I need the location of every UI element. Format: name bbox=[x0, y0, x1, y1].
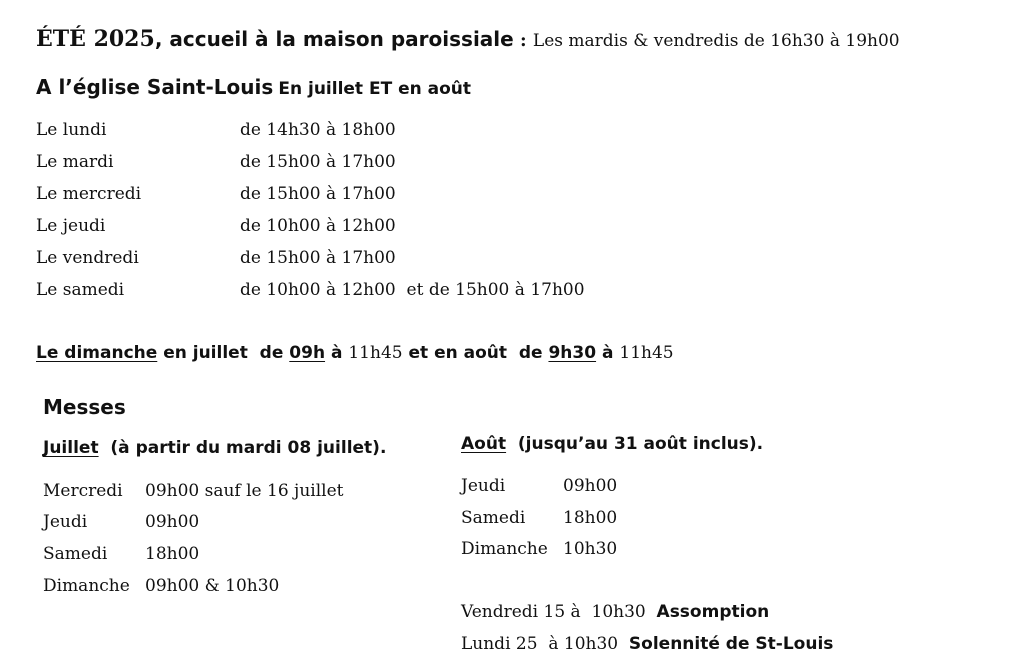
church-subtitle: En juillet ET en août bbox=[278, 79, 472, 99]
church-day: Le mardi bbox=[36, 152, 114, 172]
july-day: Jeudi bbox=[43, 512, 88, 532]
church-title: A l’église Saint-Louis bbox=[36, 75, 274, 99]
sunday-july-start: 09h bbox=[289, 343, 326, 363]
july-time: 09h00 sauf le 16 juillet bbox=[145, 481, 344, 501]
sunday-july-end: 11h45 bbox=[348, 343, 403, 363]
sunday-august-sep: à bbox=[596, 343, 620, 363]
church-day: Le jeudi bbox=[36, 216, 106, 236]
special-date: Lundi 25 à 10h30 bbox=[461, 634, 619, 654]
sunday-august-text: et en août de bbox=[402, 343, 549, 363]
july-time: 09h00 & 10h30 bbox=[145, 576, 280, 596]
header-schedule: Les mardis & vendredis de 16h30 à 19h00 bbox=[532, 31, 900, 51]
july-time: 18h00 bbox=[145, 544, 200, 564]
sunday-july-sep: à bbox=[325, 343, 349, 363]
july-time: 09h00 bbox=[145, 512, 200, 532]
july-day: Mercredi bbox=[43, 481, 123, 501]
august-note: (jusqu’au 31 août inclus). bbox=[506, 434, 764, 454]
church-day: Le vendredi bbox=[36, 248, 139, 268]
church-time: de 10h00 à 12h00 et de 15h00 à 17h00 bbox=[240, 280, 585, 300]
sunday-august-start: 9h30 bbox=[548, 343, 597, 363]
church-time: de 10h00 à 12h00 bbox=[240, 216, 396, 236]
special-event: Solennité de St-Louis bbox=[628, 634, 834, 654]
church-day: Le mercredi bbox=[36, 184, 142, 204]
header-year: ÉTÉ 2025 bbox=[36, 26, 155, 52]
sunday-line bbox=[36, 343, 674, 363]
august-day: Samedi bbox=[461, 508, 526, 528]
special-item bbox=[461, 602, 769, 622]
august-time: 10h30 bbox=[563, 539, 618, 559]
august-time: 18h00 bbox=[563, 508, 618, 528]
summer-header bbox=[36, 26, 900, 52]
august-day: Jeudi bbox=[461, 476, 506, 496]
sunday-august-end: 11h45 bbox=[619, 343, 674, 363]
masses-title: Messes bbox=[43, 395, 126, 419]
august-month: Août bbox=[461, 434, 507, 454]
july-day: Dimanche bbox=[43, 576, 130, 596]
church-time: de 14h30 à 18h00 bbox=[240, 120, 396, 140]
sunday-label: Le dimanche bbox=[36, 343, 158, 363]
church-time: de 15h00 à 17h00 bbox=[240, 152, 396, 172]
church-time: de 15h00 à 17h00 bbox=[240, 248, 396, 268]
special-item bbox=[461, 634, 833, 654]
august-heading bbox=[461, 434, 763, 454]
july-day: Samedi bbox=[43, 544, 108, 564]
august-day: Dimanche bbox=[461, 539, 548, 559]
special-event: Assomption bbox=[656, 602, 770, 622]
header-separator: : bbox=[513, 30, 533, 51]
special-date: Vendredi 15 à 10h30 bbox=[461, 602, 646, 622]
church-time: de 15h00 à 17h00 bbox=[240, 184, 396, 204]
july-month: Juillet bbox=[43, 438, 99, 458]
church-day: Le lundi bbox=[36, 120, 107, 140]
july-heading bbox=[43, 438, 386, 458]
header-title: , accueil à la maison paroissiale bbox=[154, 27, 514, 51]
sunday-july-text: en juillet de bbox=[157, 343, 290, 363]
august-time: 09h00 bbox=[563, 476, 618, 496]
church-day: Le samedi bbox=[36, 280, 125, 300]
july-note: (à partir du mardi 08 juillet). bbox=[98, 438, 387, 458]
church-heading bbox=[36, 75, 471, 99]
